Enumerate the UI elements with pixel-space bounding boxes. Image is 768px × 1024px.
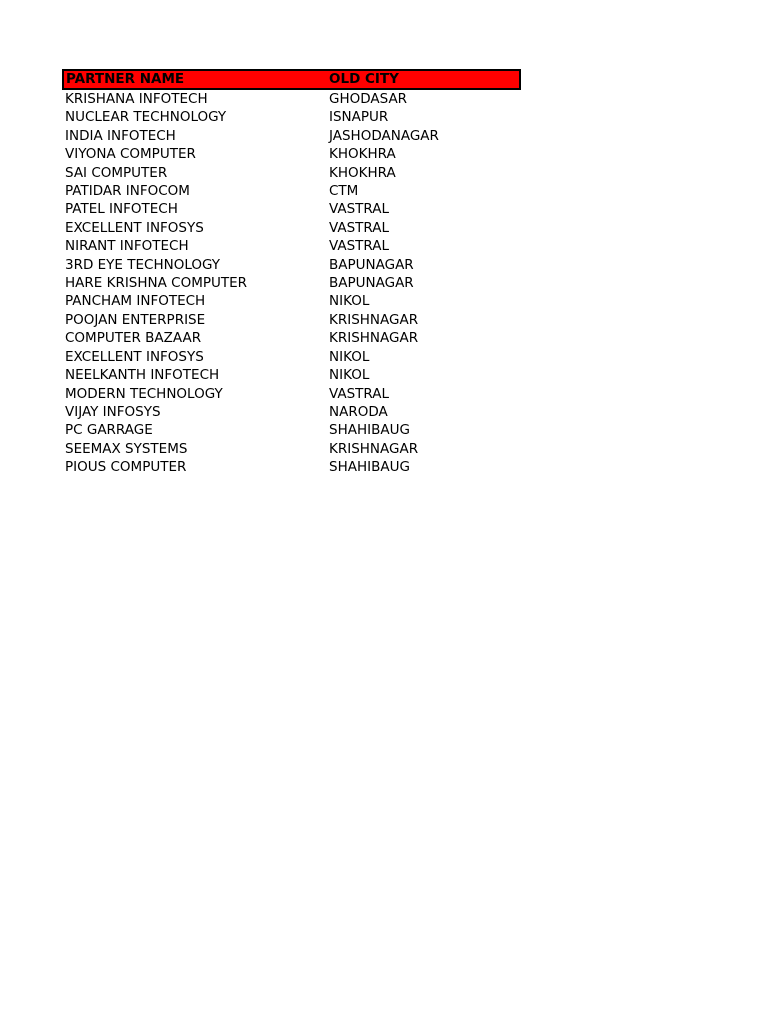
old-city-cell: KRISHNAGAR (329, 440, 419, 457)
table-row (63, 219, 520, 237)
table-row (63, 256, 520, 274)
old-city-cell: JASHODANAGAR (329, 127, 439, 144)
partner-name-cell: PANCHAM INFOTECH (65, 293, 206, 310)
old-city-cell: KRISHNAGAR (329, 330, 419, 347)
table-row (63, 127, 520, 145)
partner-name-cell: 3RD EYE TECHNOLOGY (65, 256, 221, 273)
table-row (63, 237, 520, 255)
table-row (63, 108, 520, 126)
table-row (63, 182, 520, 200)
table-row (63, 89, 520, 108)
old-city-cell: ISNAPUR (329, 109, 389, 126)
partner-name-cell: NUCLEAR TECHNOLOGY (65, 109, 227, 126)
partner-name-cell: EXCELLENT INFOSYS (65, 219, 204, 236)
table-row (63, 458, 520, 476)
table-row (63, 385, 520, 403)
partner-name-cell: VIJAY INFOSYS (65, 403, 161, 420)
old-city-cell: NIKOL (329, 367, 370, 384)
old-city-cell: BAPUNAGAR (329, 256, 414, 273)
old-city-cell: VASTRAL (329, 238, 390, 255)
old-city-cell: KHOKHRA (329, 164, 396, 181)
partner-name-cell: NIRANT INFOTECH (65, 238, 189, 255)
partner-name-cell: PIOUS COMPUTER (65, 459, 187, 476)
old-city-cell: KHOKHRA (329, 146, 396, 163)
partner-name-cell: NEELKANTH INFOTECH (65, 367, 220, 384)
old-city-cell: SHAHIBAUG (329, 422, 410, 439)
partner-name-cell: VIYONA COMPUTER (65, 146, 196, 163)
partner-name-cell: MODERN TECHNOLOGY (65, 385, 223, 402)
table-row (63, 292, 520, 310)
table-row (63, 274, 520, 292)
old-city-cell: VASTRAL (329, 385, 390, 402)
table-row (63, 145, 520, 163)
table-row (63, 403, 520, 421)
old-city-cell: VASTRAL (329, 201, 390, 218)
header-partner-name: PARTNER NAME (63, 70, 327, 89)
partner-name-cell: INDIA INFOTECH (65, 127, 176, 144)
partner-name-cell: EXCELLENT INFOSYS (65, 348, 204, 365)
old-city-cell: BAPUNAGAR (329, 275, 414, 292)
table-body (63, 89, 520, 477)
table-row (63, 421, 520, 439)
header-row (63, 70, 520, 89)
header-old-city: OLD CITY (327, 70, 520, 89)
old-city-cell: VASTRAL (329, 219, 390, 236)
table-row (63, 329, 520, 347)
table-row (63, 348, 520, 366)
partner-name-cell: PATEL INFOTECH (65, 201, 178, 218)
partner-name-cell: COMPUTER BAZAAR (65, 330, 202, 347)
old-city-cell: KRISHNAGAR (329, 311, 419, 328)
table-row (63, 440, 520, 458)
table-row (63, 366, 520, 384)
old-city-cell: NIKOL (329, 293, 370, 310)
partner-name-cell: PATIDAR INFOCOM (65, 183, 190, 200)
partner-name-cell: SAI COMPUTER (65, 164, 168, 181)
partner-city-table (62, 69, 521, 477)
partner-name-cell: PC GARRAGE (65, 422, 153, 439)
table-row (63, 311, 520, 329)
partner-name-cell: POOJAN ENTERPRISE (65, 311, 206, 328)
old-city-cell: GHODASAR (329, 91, 408, 107)
partner-name-cell: KRISHANA INFOTECH (65, 91, 208, 107)
old-city-cell: SHAHIBAUG (329, 459, 410, 476)
partner-name-cell: SEEMAX SYSTEMS (65, 440, 188, 457)
old-city-cell: NIKOL (329, 348, 370, 365)
old-city-cell: NARODA (329, 403, 388, 420)
table-row (63, 200, 520, 218)
table-row (63, 164, 520, 182)
old-city-cell: CTM (329, 183, 359, 200)
spreadsheet-area (62, 69, 519, 477)
partner-name-cell: HARE KRISHNA COMPUTER (65, 275, 248, 292)
